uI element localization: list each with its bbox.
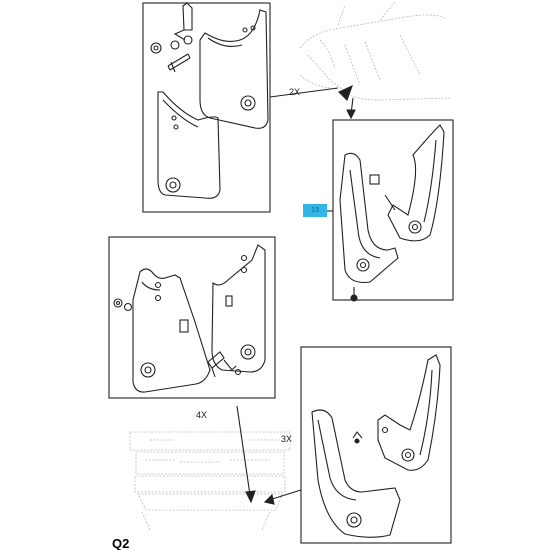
leader-2x [270, 88, 338, 97]
flap-set-bottom [312, 355, 440, 537]
flap-set-contoured [340, 125, 444, 301]
callout-badge[interactable]: 13 [303, 204, 327, 217]
quantity-label-3x: 3X [281, 434, 293, 444]
quantity-label-4x: 4X [196, 410, 208, 420]
flap-set-middle [133, 245, 265, 392]
vehicle-front-sketch [300, 2, 450, 100]
quantity-label-2x: 2X [289, 87, 301, 97]
diagram-code: Q2 [112, 536, 130, 550]
hardware-set-top [151, 3, 192, 72]
flap-set-rear [158, 10, 268, 198]
vehicle-rear-sketch [130, 432, 293, 530]
